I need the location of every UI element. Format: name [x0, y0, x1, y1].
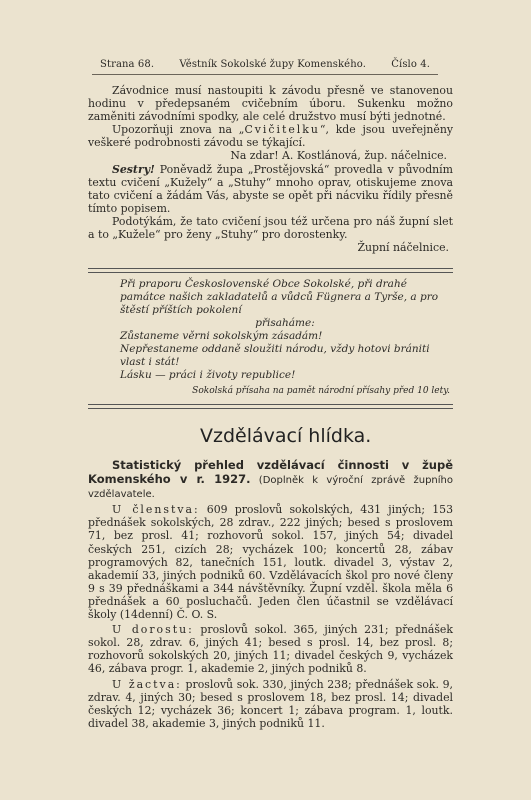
text-span: proslovů sokol. 365, jiných 231; přednášek sokol. 28, zdrav. 6, jiných 41; besed s prosl. 14, bez prosl. 8; rozhovorů sokolských 20, jiných 11; divadel českých 9, vycházek 46, zábava progr. 1, akademie 2, jiných podniků 8.	[88, 623, 453, 676]
category-label: U členstva:	[112, 503, 200, 517]
issue-number: Číslo 4.	[391, 59, 430, 70]
oath-line: Lásku — práci i životy republice!	[120, 369, 296, 381]
article-body	[88, 84, 453, 254]
paragraph	[88, 623, 453, 675]
paragraph	[88, 123, 453, 149]
salutation: Sestry!	[112, 162, 155, 176]
category-label: U žactva:	[112, 677, 182, 691]
text-span: Poněvadž župa „Prostějovská“ provedla v původním textu cvičení „Kužely“ a „Stuhy“ mnoho oprav, otiskujeme znova tato cvičení a žádám Vás, abyste se opět při nácviku řídily přesně tímto popisem.	[88, 162, 453, 215]
paragraph	[88, 678, 453, 730]
section-title: Vzdělávací hlídka.	[200, 425, 372, 447]
paragraph: Závodnice musí nastoupiti k závodu přesně ve stanovenou hodinu v předepsaném cvičebním úboru. Sukenku možno zaměniti závodními spodky, ale celé družstvo musí býti jednotné.	[88, 84, 453, 124]
page-number: Strana 68.	[100, 59, 155, 70]
oath-vow: přisaháme:	[255, 317, 315, 329]
oath-line: Zůstaneme věrni sokolským zásadám!	[120, 330, 323, 342]
divider	[88, 404, 453, 409]
header-rule	[92, 74, 438, 75]
text-span: Upozorňuji znova na „	[112, 123, 245, 137]
sokol-oath	[120, 278, 450, 398]
paragraph	[88, 163, 453, 215]
text-span: “, kde jsou uveřejněny veškeré podrobnosti závodu se týkající.	[88, 123, 453, 150]
stats-heading-text: Statistický přehled vzdělávací činnosti v župě Komenského v r. 1927.	[88, 458, 453, 487]
signature-line: Župní náčelnice.	[357, 241, 449, 255]
journal-title: Věstník Sokolské župy Komenského.	[179, 59, 366, 70]
paragraph: Podotýkám, že tato cvičení jsou též určena pro náš župní slet a to „Kužele“ pro ženy „Stuhy“ pro dorostenky.	[88, 214, 453, 242]
divider	[88, 268, 453, 273]
text-span: 609 proslovů sokolských, 431 jiných; 153 přednášek sokolských, 28 zdrav., 222 jiných; besed s proslovem 71, bez prosl. 41; rozhovorů sokol. 157, jiných 54; divadel českých 251, cizích 28; vycházek 100; koncertů 28, zábav programových 82, tanečních 151, loutk. divadel 3, výstav 2, akademií 33, jiných podniků 60. Vzdělávacích škol pro nové členy 9 s 39 přednáškami a 344 návštěvníky. Župní vzděl. škola měla 6 přednášek a 60 posluchačů. Jeden člen účastnil se vzdělávací školy (14denní) Č. O. S.	[88, 503, 453, 622]
category-label: U dorostu:	[112, 623, 194, 637]
paragraph	[88, 503, 453, 621]
stats-subheading: (Doplněk k výroční zprávě župního vzdělavatele.	[88, 475, 453, 501]
oath-attribution: Sokolská přísaha na pamět národní přísahy před 10 lety.	[192, 386, 450, 396]
oath-line: Nepřestaneme oddaně sloužiti národu, vždy hotovi brániti vlast i stát!	[120, 343, 430, 368]
running-header	[100, 59, 430, 70]
spaced-word: Cvičitelku	[244, 123, 320, 137]
stats-heading	[88, 458, 453, 501]
text-span: proslovů sok. 330, jiných 238; přednášek sok. 9, zdrav. 4, jiných 30; besed s proslovem 18, bez prosl. 14; divadel českých 12; vycházek 36; koncert 1; zábava program. 1, loutk. divadel 38, akademie 3, jiných podniků 11.	[88, 677, 453, 730]
signature-line: Na zdar! A. Kostlánová, žup. náčelnice.	[230, 149, 447, 163]
oath-intro: Při praporu Československé Obce Sokolské, při drahé památce našich zakladatelů a vůdců Fügnera a Tyrše, a pro štěstí příštích pokolení	[120, 278, 439, 316]
statistics-section	[88, 458, 453, 730]
